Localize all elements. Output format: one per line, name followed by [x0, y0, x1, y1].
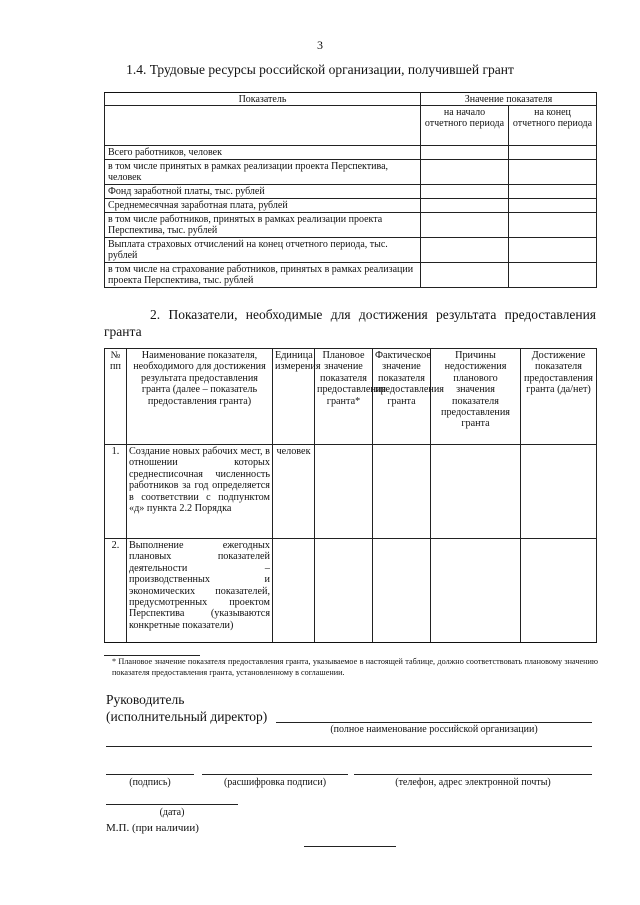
row-unit: [273, 539, 315, 643]
table-row: Выплата страховых отчислений на конец отчетного периода, тыс. рублей: [105, 238, 421, 263]
table-row: в том числе на страхование работников, принятых в рамках реализации проекта Перспектива, тыс. рублей: [105, 263, 421, 288]
page-number: 3: [317, 38, 323, 52]
header-value: Значение показателя: [421, 93, 597, 106]
header-end: на конец отчетного периода: [509, 106, 597, 146]
table-row: в том числе принятых в рамках реализации проекта Перспектива, человек: [105, 160, 421, 185]
col-unit: Единица измерения: [273, 349, 315, 445]
col-indicator-name: Наименование показателя, необходимого для достижения результата предоставления гранта (далее – показатель предоставления гранта): [127, 349, 273, 445]
date-line: [106, 804, 238, 805]
signature-decode-caption: (расшифровка подписи): [223, 777, 327, 788]
signature-caption: (подпись): [129, 777, 171, 788]
row-unit: человек: [273, 445, 315, 539]
section1-title: 1.4. Трудовые ресурсы российской организации, получившей грант: [126, 62, 514, 77]
signature-line: [106, 774, 194, 775]
org-name-line: [276, 722, 592, 723]
row-number: 1.: [105, 445, 127, 539]
contact-line: [354, 774, 592, 775]
footnote: * Плановое значение показателя предоставления гранта, указываемое в настоящей таблице, должно соответствовать плановому значению показателя предоставления гранта, установленному в соглашении.: [112, 657, 598, 677]
row-indicator-name: Выполнение ежегодных плановых показателей деятельности – производственных и экономических показателей, предусмотренных проектом Перспектива (указываются конкретные показатели): [127, 539, 273, 643]
col-actual: Фактическое значение показателя предоставления гранта: [373, 349, 431, 445]
col-number: № пп: [105, 349, 127, 445]
table-row: Фонд заработной платы, тыс. рублей: [105, 185, 421, 199]
date-caption: (дата): [159, 807, 185, 818]
header-indicator: Показатель: [105, 93, 421, 106]
indicators-table: [104, 348, 597, 643]
labor-resources-table: [104, 92, 597, 288]
section2-title: 2. Показатели, необходимые для достижения результата предоставления гранта: [104, 307, 596, 339]
stamp-label: М.П. (при наличии): [106, 822, 199, 834]
end-separator: [304, 846, 396, 847]
header-start: на начало отчетного периода: [421, 106, 509, 146]
table-row: Среднемесячная заработная плата, рублей: [105, 199, 421, 213]
table-row: Всего работников, человек: [105, 146, 421, 160]
org-name-caption: (полное наименование российской организации): [330, 724, 538, 735]
contact-caption: (телефон, адрес электронной почты): [395, 777, 551, 788]
signature-head-label: Руководитель: [106, 692, 185, 707]
row-number: 2.: [105, 539, 127, 643]
col-achievement: Достижение показателя предоставления гранта (да/нет): [521, 349, 597, 445]
row-indicator-name: Создание новых рабочих мест, в отношении которых среднесписочная численность работников за год определяется в соответствии с подпунктом «д» пункта 2.2 Порядка: [127, 445, 273, 539]
org-name-line-2: [106, 746, 592, 747]
col-reasons: Причины недостижения планового значения показателя предоставления гранта: [431, 349, 521, 445]
table-row: в том числе работников, принятых в рамках реализации проекта Перспектива, тыс. рублей: [105, 213, 421, 238]
col-planned: Плановое значение показателя предоставления гранта*: [315, 349, 373, 445]
signature-director-label: (исполнительный директор): [106, 709, 268, 724]
signature-decode-line: [202, 774, 348, 775]
